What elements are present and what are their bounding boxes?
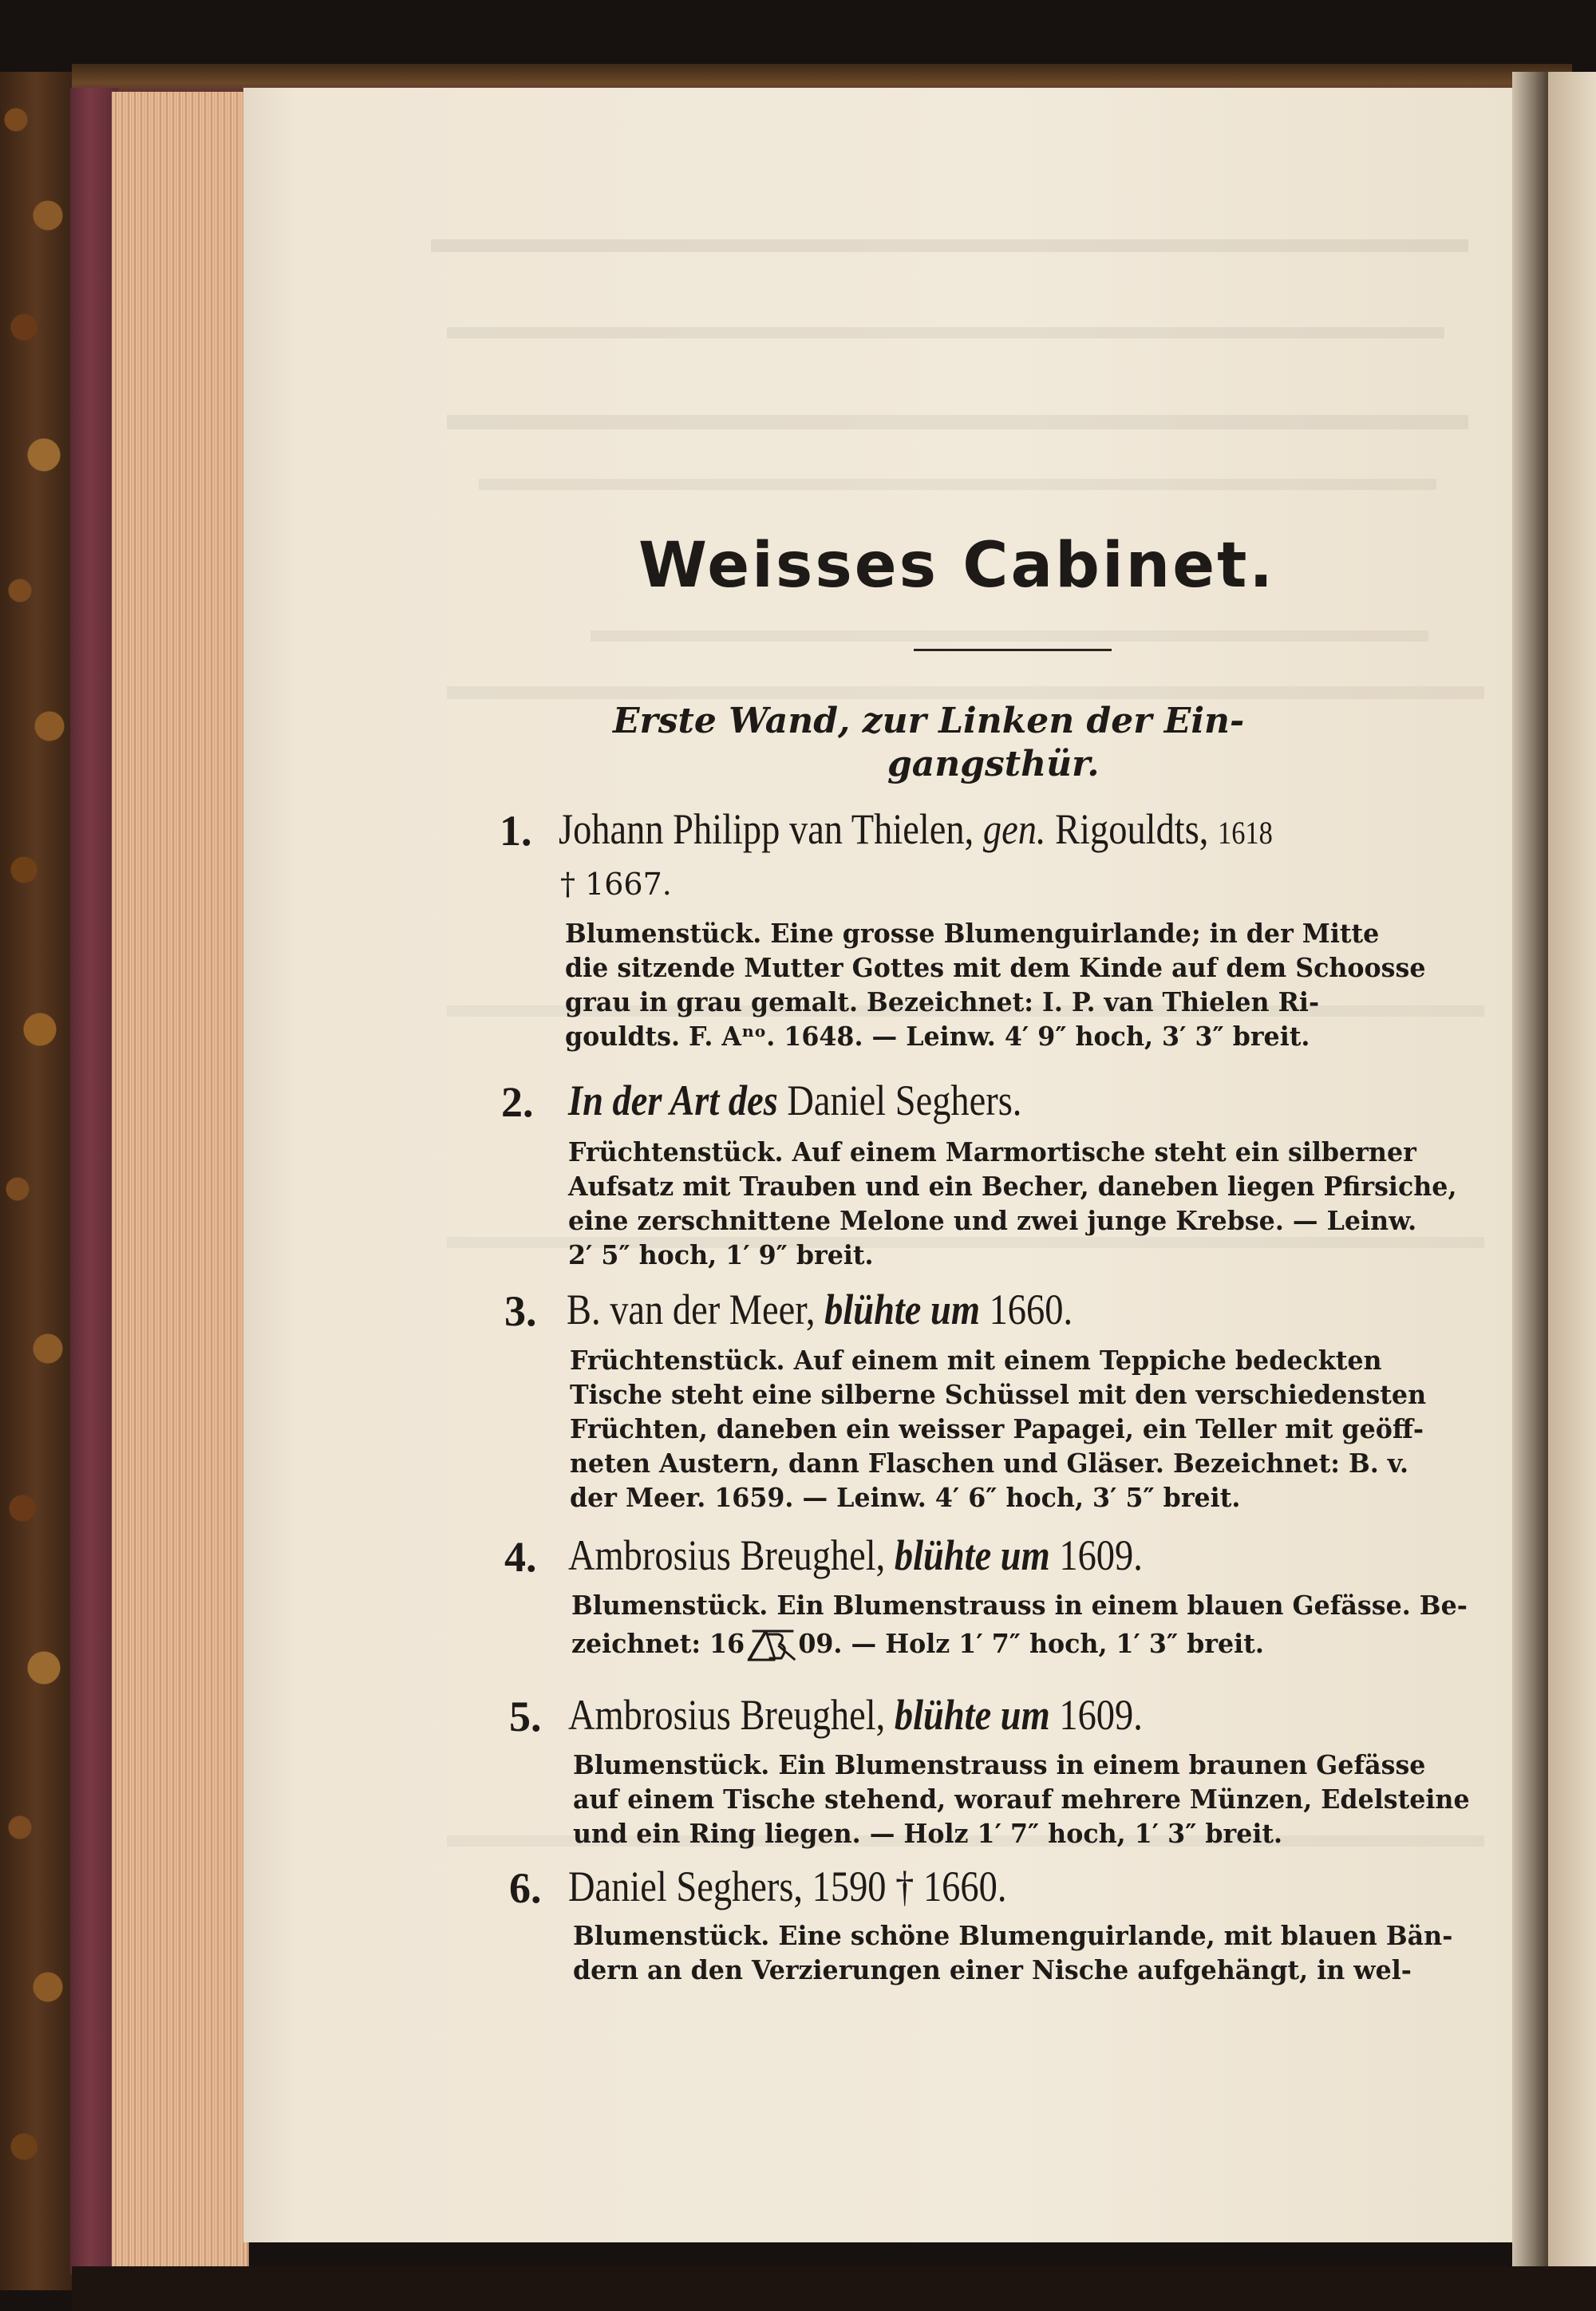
entry-description-line: Blumenstück. Ein Blumenstrauss in einem braunen Gefässe <box>573 1749 1426 1780</box>
entry-heading <box>568 1862 1006 1911</box>
title-rule <box>914 649 1112 651</box>
entry-number: 5. <box>509 1693 542 1740</box>
entry-number: 4. <box>504 1533 537 1581</box>
entry-heading <box>568 1531 1143 1580</box>
entry-number: 2. <box>501 1078 534 1126</box>
section-heading-line-1: Erste Wand, zur Linken der Ein- <box>613 701 1245 741</box>
entry-description-line: Blumenstück. Eine grosse Blumenguirlande; in der Mitte <box>565 918 1380 949</box>
artist-name: Johann Philipp van Thielen, <box>559 805 983 853</box>
heading-italic: blühte um <box>894 1691 1050 1739</box>
artist-years: 1618 <box>1218 815 1273 851</box>
entry-description-line: dern an den Verzierungen einer Nische aufgehängt, in wel- <box>573 1954 1412 1985</box>
artist-name: Ambrosius Breughel, <box>568 1691 895 1739</box>
entry-description-line: 2′ 5″ hoch, 1′ 9″ breit. <box>568 1239 874 1270</box>
page-gutter <box>1512 72 1552 2274</box>
entry-description-line <box>571 1628 1264 1663</box>
artist-name-suffix: 1609. <box>1049 1531 1143 1579</box>
entry-description-line: gouldts. F. Aⁿᵒ. 1648. — Leinw. 4′ 9″ hoch, 3′ 3″ breit. <box>565 1021 1310 1052</box>
heading-italic: In der Art des <box>568 1076 778 1124</box>
entry-description-line: grau in grau gemalt. Bezeichnet: I. P. van Thielen Ri- <box>565 986 1320 1017</box>
artist-name: B. van der Meer, <box>567 1286 825 1333</box>
artist-name-suffix: 1609. <box>1049 1691 1143 1739</box>
heading-italic: gen. <box>982 805 1046 853</box>
entry-number: 3. <box>504 1287 537 1335</box>
entry-number: 1. <box>500 807 532 855</box>
artist-death-year: † 1667. <box>560 867 672 902</box>
entry-description-line: Früchtenstück. Auf einem Marmortische steht ein silberner <box>568 1136 1416 1167</box>
entry-description-line: und ein Ring liegen. — Holz 1′ 7″ hoch, 1′ 3″ breit. <box>573 1818 1283 1849</box>
entry-number: 6. <box>509 1864 542 1912</box>
entry-description-line: die sitzende Mutter Gottes mit dem Kinde auf dem Schoosse <box>565 952 1426 983</box>
entry-description-line: eine zerschnittene Melone und zwei junge Krebse. — Leinw. <box>568 1205 1417 1236</box>
page-edges <box>112 92 249 2274</box>
heading-italic: blühte um <box>894 1531 1050 1579</box>
facing-page-edge <box>1548 72 1596 2274</box>
signature-prefix: zeichnet: 16 <box>571 1628 745 1659</box>
artist-name: Daniel Seghers, 1590 † 1660. <box>568 1863 1007 1910</box>
artist-name-suffix: Daniel Seghers. <box>777 1076 1022 1124</box>
entry-description-line: Blumenstück. Ein Blumenstrauss in einem blauen Gefässe. Be- <box>571 1590 1468 1621</box>
page-title: Weisses Cabinet. <box>638 530 1276 602</box>
entry-description-line: Früchtenstück. Auf einem mit einem Teppiche bedeckten <box>570 1345 1382 1376</box>
entry-heading <box>568 1690 1143 1740</box>
cover-spine-edge <box>70 88 118 2274</box>
entry-heading <box>567 1285 1073 1334</box>
entry-description-line: der Meer. 1659. — Leinw. 4′ 6″ hoch, 3′ 5″ breit. <box>570 1482 1241 1513</box>
entry-description-line: Tische steht eine silberne Schüssel mit den verschiedensten <box>570 1379 1427 1410</box>
artist-name: Ambrosius Breughel, <box>568 1531 895 1579</box>
artist-monogram-icon <box>745 1628 798 1663</box>
entry-description-line: neten Austern, dann Flaschen und Gläser. Bezeichnet: B. v. <box>570 1448 1409 1479</box>
entry-heading <box>568 1076 1021 1125</box>
signature-suffix: 09. — Holz 1′ 7″ hoch, 1′ 3″ breit. <box>798 1628 1264 1659</box>
artist-name-suffix: Rigouldts, <box>1045 805 1219 853</box>
section-heading-line-2: gangsthür. <box>887 744 1100 784</box>
entry-description-line: auf einem Tische stehend, worauf mehrere Münzen, Edelsteine <box>573 1784 1470 1815</box>
artist-name-suffix: 1660. <box>979 1286 1073 1333</box>
heading-italic: blühte um <box>824 1286 980 1333</box>
entry-description-line: Früchten, daneben ein weisser Papagei, ein Teller mit geöff- <box>570 1413 1424 1444</box>
entry-description-line: Aufsatz mit Trauben und ein Becher, daneben liegen Pfirsiche, <box>568 1171 1457 1202</box>
entry-description-line: Blumenstück. Eine schöne Blumenguirlande, mit blauen Bän- <box>573 1920 1453 1951</box>
entry-heading <box>559 804 1273 854</box>
bottom-cover <box>72 2266 1596 2311</box>
marbled-cover <box>0 72 72 2290</box>
